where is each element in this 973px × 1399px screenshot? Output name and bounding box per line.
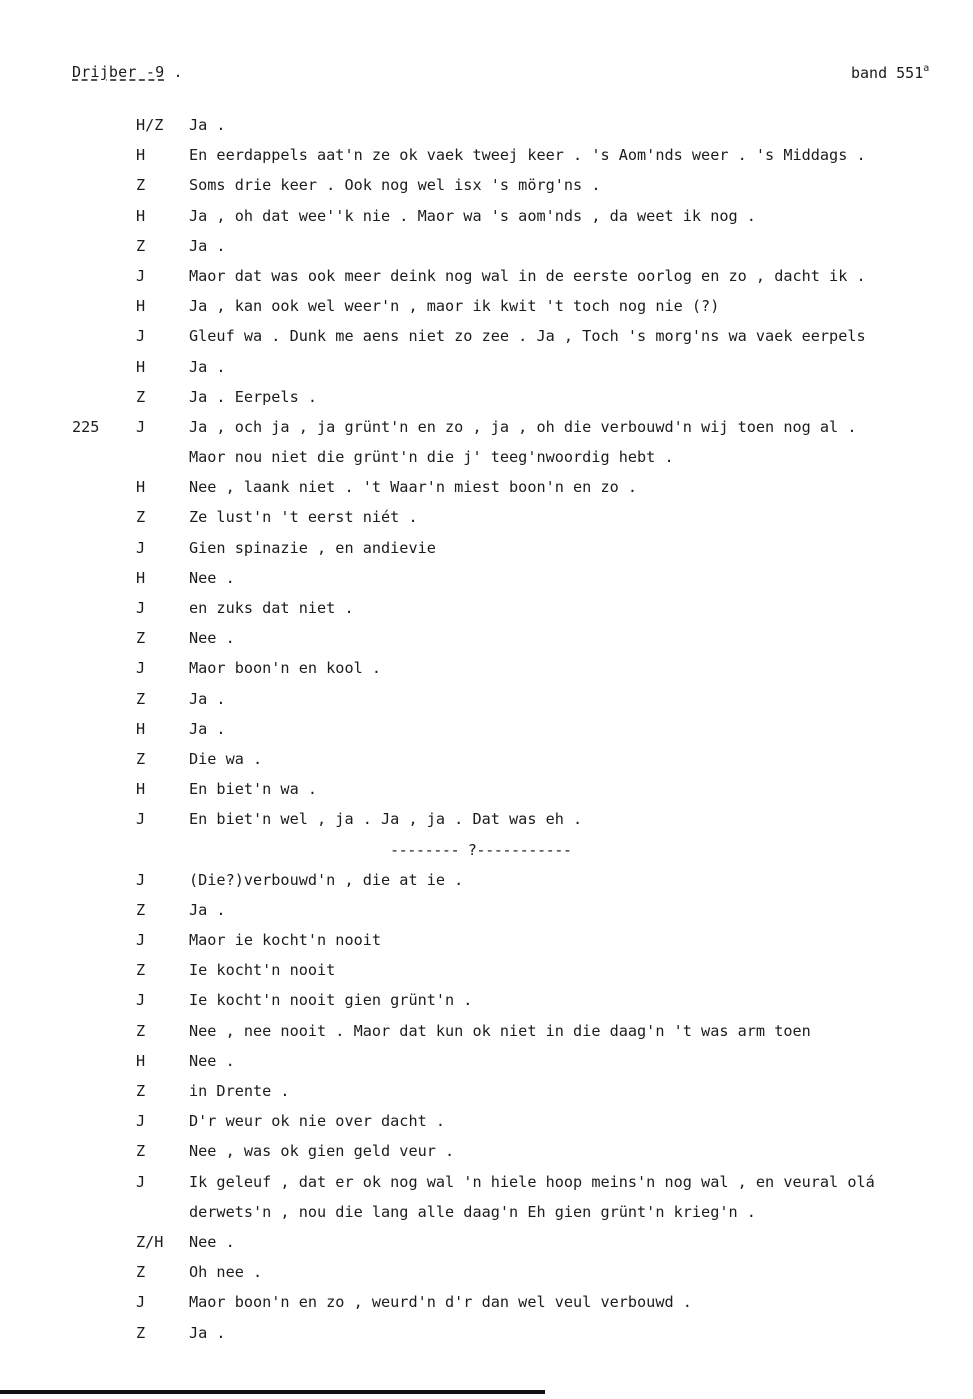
- speaker-code: Z: [136, 1021, 146, 1040]
- speaker-code: H: [136, 568, 146, 587]
- transcript-line: [0, 418, 973, 448]
- speaker-code: J: [136, 1293, 146, 1312]
- utterance-text: Maor dat was ook meer deink nog wal in de eerste oorlog en zo , dacht ik .: [189, 266, 866, 285]
- transcript-line: [0, 780, 973, 810]
- transcript-line: [0, 901, 973, 931]
- utterance-text: Ie kocht'n nooit: [189, 961, 336, 980]
- speaker-code: H/Z: [136, 116, 164, 134]
- utterance-text: Nee .: [189, 568, 235, 587]
- speaker-code: H: [136, 478, 146, 497]
- utterance-text: Nee , nee nooit . Maor dat kun ok niet in die daag'n 't was arm toen: [189, 1021, 811, 1040]
- speaker-code: J: [136, 599, 146, 617]
- utterance-text: Maor boon'n en kool .: [189, 659, 382, 678]
- separator-text: -------- ?-----------: [390, 840, 572, 859]
- utterance-text: Nee .: [189, 629, 235, 648]
- speaker-code: Z: [136, 749, 146, 768]
- transcript-line: [0, 1022, 973, 1052]
- transcript-line: [0, 176, 973, 206]
- utterance-text: Gien spinazie , en andievie: [189, 538, 436, 557]
- utterance-text: Gleuf wa . Dunk me aens niet zo zee . Ja , Toch 's morg'ns wa vaek eerpels: [189, 327, 866, 346]
- utterance-text: Ze lust'n 't eerst niét .: [189, 508, 418, 527]
- transcript-lines: [0, 116, 973, 1354]
- header-title-text: Drijber -9: [72, 63, 165, 81]
- utterance-text: Nee , laank niet . 't Waar'n miest boon'n en zo .: [189, 478, 638, 497]
- speaker-code: Z: [136, 1082, 146, 1100]
- transcript-line: [0, 116, 973, 146]
- transcript-line: [0, 267, 973, 297]
- utterance-text: en zuks dat niet .: [189, 599, 354, 617]
- speaker-code: J: [136, 327, 146, 346]
- transcript-line: [0, 961, 973, 991]
- speaker-code: H: [136, 780, 146, 799]
- transcript-line: [0, 448, 973, 478]
- speaker-code: J: [136, 810, 146, 829]
- utterance-text: Nee .: [189, 1232, 235, 1251]
- transcript-line: [0, 1082, 973, 1112]
- speaker-code: J: [136, 931, 146, 950]
- transcript-line: [0, 388, 973, 418]
- transcript-line: [0, 1052, 973, 1082]
- transcript-line: [0, 659, 973, 689]
- utterance-text: En eerdappels aat'n ze ok vaek tweej keer . 's Aom'nds weer . 's Middags .: [189, 146, 866, 165]
- transcript-line: [0, 629, 973, 659]
- transcript-line: [0, 690, 973, 720]
- utterance-text: Maor ie kocht'n nooit: [189, 931, 382, 950]
- utterance-text: Nee .: [189, 1051, 235, 1070]
- speaker-code: J: [136, 991, 146, 1010]
- utterance-text: Ja .: [189, 689, 226, 708]
- utterance-text: Ie kocht'n nooit gien grünt'n .: [189, 991, 473, 1010]
- speaker-code: J: [136, 1172, 146, 1191]
- speaker-code: J: [136, 538, 146, 557]
- speaker-code: Z/H: [136, 1232, 164, 1251]
- speaker-code: H: [136, 206, 146, 225]
- transcript-line: [0, 508, 973, 538]
- band-label: band 551: [851, 64, 924, 82]
- transcript-line: [0, 327, 973, 357]
- transcript-line: [0, 1324, 973, 1354]
- speaker-code: H: [136, 297, 146, 316]
- speaker-code: J: [136, 870, 146, 889]
- transcript-line: [0, 810, 973, 840]
- transcript-line: [0, 931, 973, 961]
- utterance-text: D'r weur ok nie over dacht .: [189, 1112, 446, 1131]
- transcript-line: [0, 599, 973, 629]
- utterance-text: Ja .: [189, 719, 226, 738]
- utterance-text: Ja . Eerpels .: [189, 387, 318, 406]
- band-superscript: a: [923, 63, 930, 74]
- line-number: 225: [72, 417, 100, 436]
- transcript-line: [0, 1142, 973, 1172]
- transcript-line: [0, 146, 973, 176]
- header-title-suffix: .: [164, 63, 183, 81]
- utterance-text: Maor nou niet die grünt'n die j' teeg'nwoordig hebt .: [189, 448, 674, 467]
- transcript-line: [0, 1112, 973, 1142]
- speaker-code: Z: [136, 1142, 146, 1161]
- speaker-code: Z: [136, 961, 146, 980]
- speaker-code: Z: [136, 508, 146, 527]
- transcript-line: [0, 1263, 973, 1293]
- speaker-code: Z: [136, 236, 146, 255]
- utterance-text: Ja , och ja , ja grünt'n en zo , ja , oh die verbouwd'n wij toen nog al .: [189, 417, 857, 436]
- transcript-line: [0, 871, 973, 901]
- speaker-code: J: [136, 659, 146, 678]
- transcript-line: [0, 539, 973, 569]
- transcript-line: [0, 1233, 973, 1263]
- transcript-line: [0, 720, 973, 750]
- bottom-rule: [0, 1390, 545, 1394]
- speaker-code: H: [136, 719, 146, 738]
- utterance-text: Ja .: [189, 900, 226, 919]
- transcript-line: [0, 1203, 973, 1233]
- transcript-line: [0, 569, 973, 599]
- utterance-text: Ja .: [189, 236, 226, 255]
- utterance-text: Maor boon'n en zo , weurd'n d'r dan wel veul verbouwd .: [189, 1293, 692, 1312]
- transcript-line: [0, 207, 973, 237]
- transcript-line: [0, 478, 973, 508]
- utterance-text: Ja .: [189, 357, 226, 376]
- utterance-text: Ik geleuf , dat er ok nog wal 'n hiele hoop meins'n nog wal , en veural olá: [189, 1172, 875, 1191]
- transcript-line: [0, 297, 973, 327]
- utterance-text: En biet'n wel , ja . Ja , ja . Dat was eh .: [189, 810, 583, 829]
- speaker-code: Z: [136, 176, 146, 195]
- speaker-code: H: [136, 146, 146, 165]
- transcript-line: [0, 358, 973, 388]
- utterance-text: in Drente .: [189, 1082, 290, 1100]
- speaker-code: Z: [136, 689, 146, 708]
- speaker-code: J: [136, 417, 146, 436]
- utterance-text: Nee , was ok gien geld veur .: [189, 1142, 455, 1161]
- speaker-code: J: [136, 266, 146, 285]
- speaker-code: Z: [136, 900, 146, 919]
- transcript-line: [0, 991, 973, 1021]
- utterance-text: Oh nee .: [189, 1263, 263, 1282]
- band-number: [851, 63, 929, 82]
- transcript-line: [0, 750, 973, 780]
- speaker-code: Z: [136, 1263, 146, 1282]
- utterance-text: Ja , kan ook wel weer'n , maor ik kwit 't toch nog nie (?): [189, 297, 720, 316]
- utterance-text: Ja .: [189, 1323, 226, 1342]
- speaker-code: Z: [136, 629, 146, 648]
- utterance-text: Die wa .: [189, 749, 263, 768]
- document-header-title: [72, 63, 183, 81]
- speaker-code: Z: [136, 387, 146, 406]
- transcript-line: [0, 1173, 973, 1203]
- speaker-code: Z: [136, 1323, 146, 1342]
- utterance-text: Ja , oh dat wee''k nie . Maor wa 's aom'nds , da weet ik nog .: [189, 206, 756, 225]
- speaker-code: H: [136, 1051, 146, 1070]
- utterance-text: En biet'n wa .: [189, 780, 318, 799]
- utterance-text: Soms drie keer . Ook nog wel isx 's mörg'ns .: [189, 176, 601, 195]
- utterance-text: (Die?)verbouwd'n , die at ie .: [189, 870, 464, 889]
- utterance-text: Ja .: [189, 116, 226, 134]
- transcript-line: [0, 237, 973, 267]
- transcript-line: [0, 1293, 973, 1323]
- utterance-text: derwets'n , nou die lang alle daag'n Eh gien grünt'n krieg'n .: [189, 1202, 756, 1221]
- speaker-code: J: [136, 1112, 146, 1131]
- speaker-code: H: [136, 357, 146, 376]
- section-separator: [0, 841, 973, 871]
